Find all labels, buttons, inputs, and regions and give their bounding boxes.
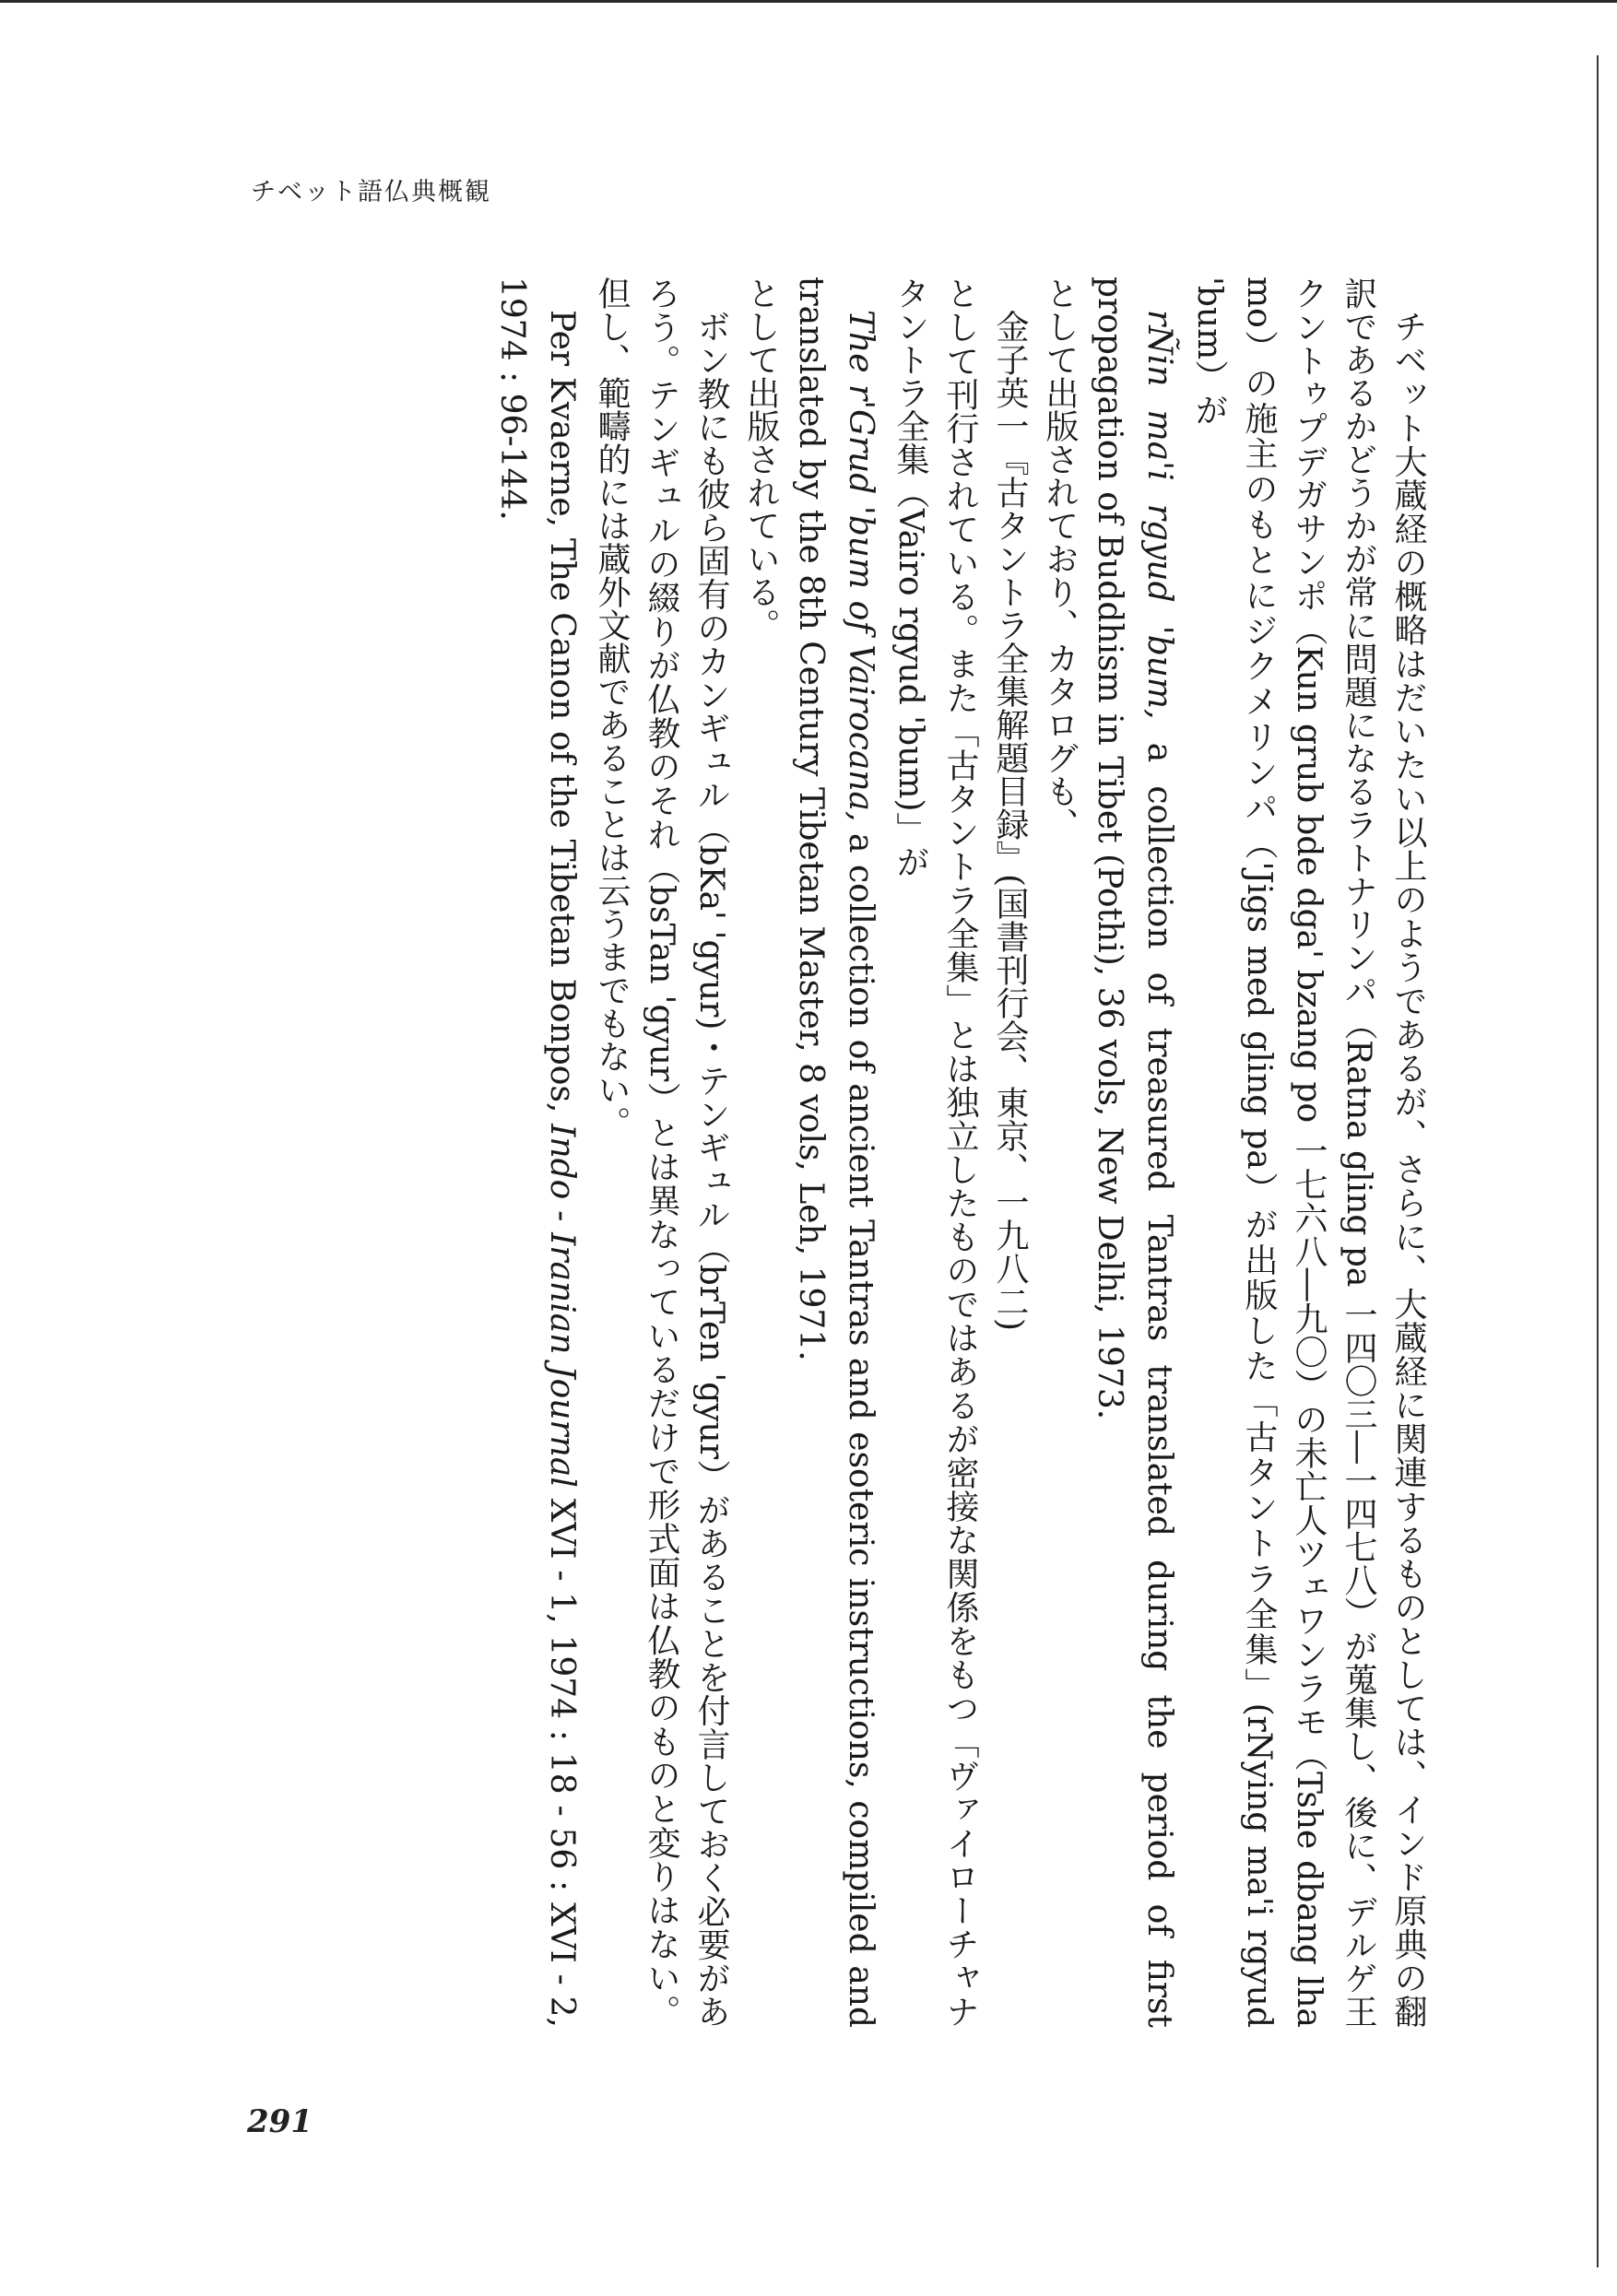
citation-title: The r'Grud 'bum of Vairocana,: [842, 310, 879, 822]
paragraph-3: として出版されており、カタログも、: [1041, 277, 1079, 841]
citation-title: rÑin ma'i rgyud 'bum,: [1140, 310, 1178, 720]
citation-details: a collection of ancient Tantras and esoteric instructions, compiled and translated by the 8th Century Tibetan Master, 8 vols, Leh, 1971.: [792, 277, 879, 2029]
paragraph-4: 金子英一『古タントラ全集解題目録』(国書刊行会、東京、一九八二): [991, 310, 1029, 1332]
paragraph-8: ボン教にも彼ら固有のカンギュル（bKa' 'gyur)・テンギュル（brTen 'gyur）があることを付言しておく必要があろう。テンギュルの綴りが仏教のそれ（bsTan 'gyur）とは異なっているだけで形式面は仏教のものと変りはない。但し、範疇的には蔵外文献であることは云うまでもない。: [593, 277, 730, 2028]
reference-volume: XVI - 1, 1974 : 18 - 56 : XVI - 2, 1974 : 96-144.: [493, 277, 581, 2028]
paragraph-1: チベット大蔵経の概略はだいたい以上のようであるが、さらに、大蔵経に関連するものとしては、インド原典の翻訳であるかどうかが常に問題になるラトナリンパ（Ratna gling pa 一四〇三―一四七八）が蒐集し、後に、デルゲ王クントゥプデガサンポ（Kun grub bde dga' bzang po 一七六八―九〇）の未亡人ツェワンラモ（Tshe dbang lha mo）の施主のもとにジクメリンパ（'Jigs med gling pa）が出版した「古タントラ全集」(rNying ma'i rgyud 'bum）が: [1190, 277, 1427, 2028]
binding-margin-line: [1597, 55, 1599, 2267]
paragraph-7: として出版されている。: [742, 277, 780, 642]
citation-details: a collection of treasured Tantras translated during the period of first propagation of Buddhism in Tibet (Pothi), 36 vols, New Delhi, 1973.: [1091, 277, 1178, 2028]
paragraph-5: として刊行されている。また「古タントラ全集」とは独立したものではあるが密接な関係をもつ「ヴァイローチャナタントラ全集（Vairo rgyud 'bum)」が: [891, 277, 979, 2028]
paragraph-2: [1084, 277, 1184, 2028]
paragraph-9: [487, 277, 586, 2028]
running-head: チベット語仏典概観: [251, 178, 491, 206]
body-text: [487, 277, 1433, 2028]
reference-author-title: Per Kvaerne, The Canon of the Tibetan Bonpos,: [543, 310, 581, 1124]
page-number: 291: [247, 2103, 313, 2140]
journal-title: Indo - Iranian Journal: [543, 1124, 581, 1488]
paragraph-6: [785, 277, 885, 2028]
top-rule: [0, 0, 1617, 3]
